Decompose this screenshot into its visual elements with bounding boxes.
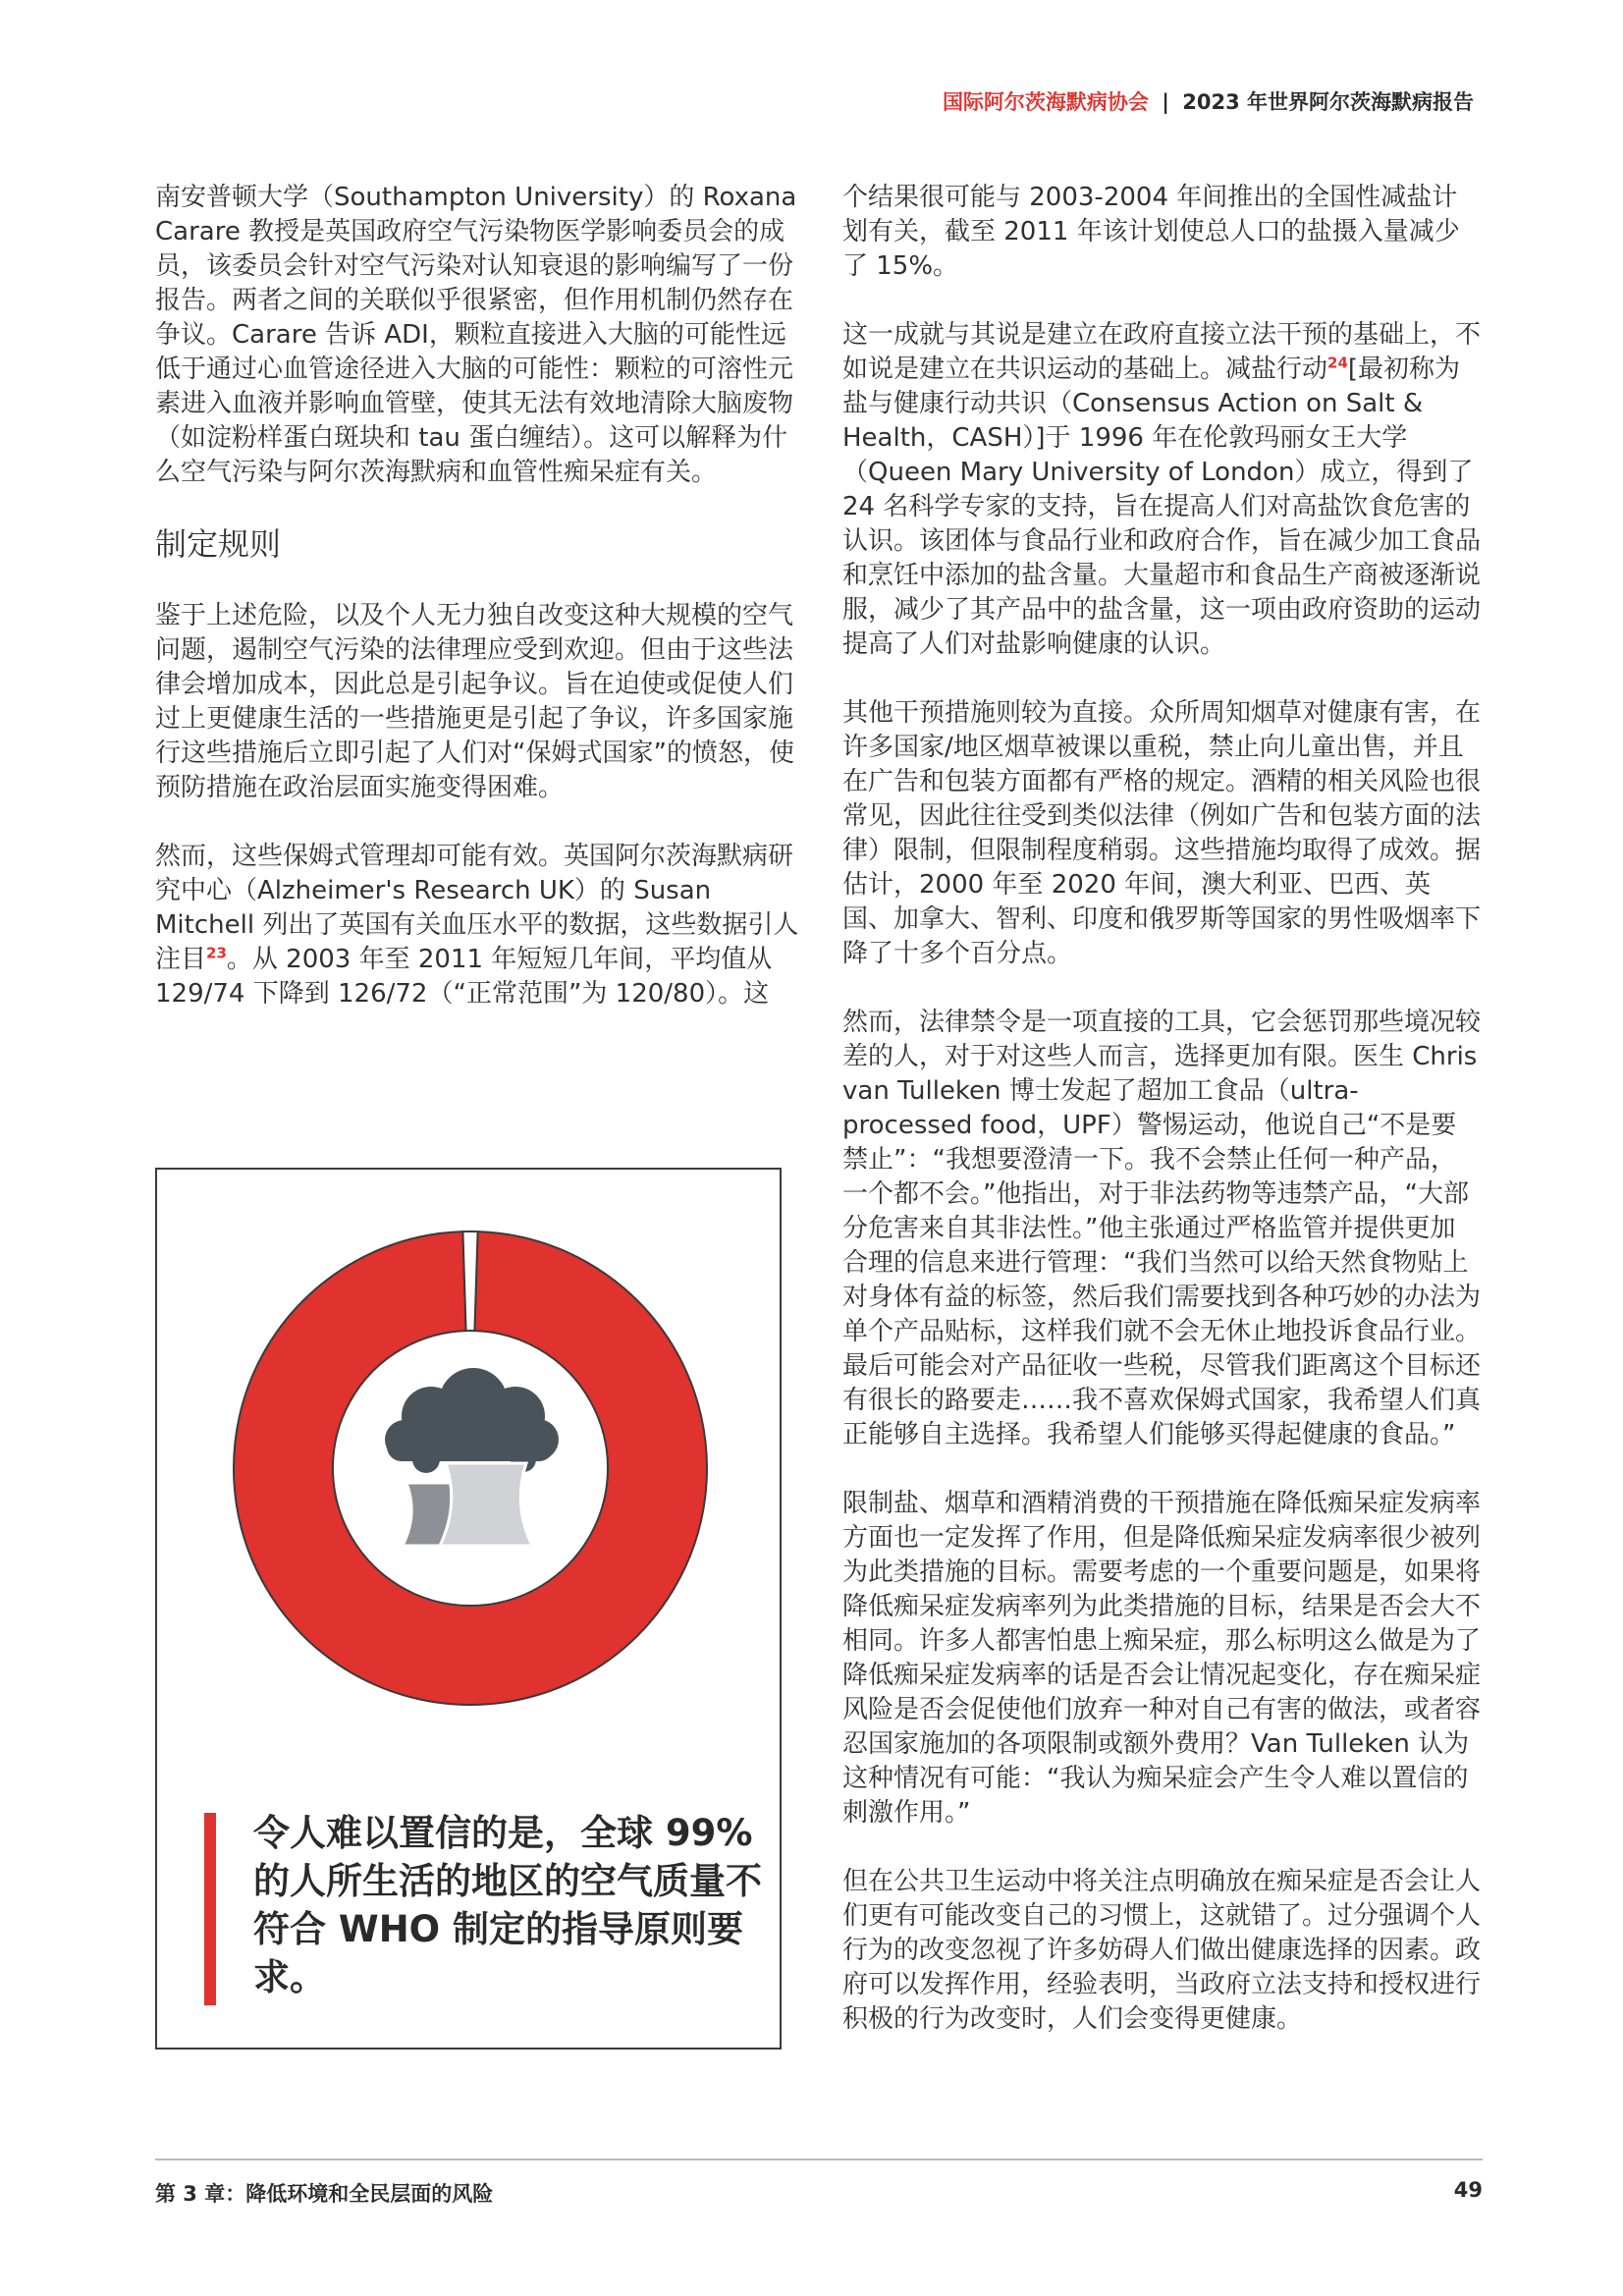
paragraph: 其他干预措施则较为直接。众所周知烟草对健康有害，在许多国家/地区烟草被课以重税，禁止向儿童出售，并且在广告和包装方面都有严格的规定。酒精的相关风险也很常见，因此往往受到类似法律（例如广告和包装方面的法律）限制，但限制程度稍弱。这些措施均取得了成效。据估计，2000 年至 2020 年间，澳大利亚、巴西、英国、加拿大、智利、印度和俄罗斯等国家的男性吸烟率下降了十多个百分点。 (842, 698, 1482, 968)
paragraph: 限制盐、烟草和酒精消费的干预措施在降低痴呆症发病率方面也一定发挥了作用，但是降低痴呆症发病率很少被列为此类措施的目标。需要考虑的一个重要问题是，如果将降低痴呆症发病率列为此类措施的目标，结果是否会大不相同。许多人都害怕患上痴呆症，那么标明这么做是为了降低痴呆症发病率的话是否会让情况起变化，存在痴呆症风险是否会促使他们放弃一种对自己有害的做法，或者容忍国家施加的各项限制或额外费用？Van Tulleken 认为这种情况有可能：“我认为痴呆症会产生令人难以置信的刺激作用。” (842, 1489, 1482, 1828)
paragraph: 然而，法律禁令是一项直接的工具，它会惩罚那些境况较差的人，对于对这些人而言，选择更加有限。医生 Chris van Tulleken 博士发起了超加工食品（ultra-processed food，UPF）警惕运动，他说自己“不是要禁止”：“我想要澄清一下。我不会禁止任何一种产品，一个都不会。”他指出，对于非法药物等违禁产品，“大部分危害来自其非法性。”他主张通过严格监管并提供更加合理的信息来进行管理：“我们当然可以给天然食物贴上对身体有益的标签，然后我们需要找到各种巧妙的办法为单个产品贴标，这样我们就不会无休止地投诉食品行业。最后可能会对产品征收一些税，尽管我们距离这个目标还有很长的路要走……我不喜欢保姆式国家，我希望人们真正能够自主选择。我希望人们能够买得起健康的食品。” (842, 1008, 1482, 1449)
factory-pollution-icon (385, 1368, 559, 1546)
paragraph-text: [最初称为盐与健康行动共识（Consensus Action on Salt & Health，CASH）]于 1996 年在伦敦玛丽女王大学（Queen Mary University of London）成立，得到了 24 名科学专家的支持，旨在提高人们对高盐饮食危害的认识。该团体与食品行业和政府合作，旨在减少加工食品和烹饪中添加的盐含量。大量超市和食品生产商被逐渐说服，减少了其产品中的盐含量，这一项由政府资助的运动提高了人们对盐影响健康的认识。 (842, 355, 1482, 659)
footer-chapter: 第 3 章：降低环境和全民层面的风险 (155, 2182, 494, 2206)
paragraph (155, 840, 799, 1011)
running-header (943, 86, 1474, 116)
paragraph: 但在公共卫生运动中将关注点明确放在痴呆症是否会让人们更有可能改变自己的习惯上，这就错了。过分强调个人行为的改变忽视了许多妨碍人们做出健康选择的因素。政府可以发挥作用，经验表明，当政府立法支持和授权进行积极的行为改变时，人们会变得更健康。 (842, 1867, 1482, 2034)
page-number: 49 (1453, 2178, 1483, 2202)
reference-23[interactable]: 23 (206, 944, 227, 962)
callout-box (155, 1168, 782, 2050)
paragraph-text: 。从 2003 年至 2011 年短短几年间，平均值从 129/74 下降到 126/72（“正常范围”为 120/80）。这 (155, 945, 773, 1009)
cooling-tower-light (440, 1463, 532, 1546)
header-organization: 国际阿尔茨海默病协会 (942, 90, 1149, 114)
quote-accent-bar (204, 1813, 216, 2005)
right-column (842, 181, 1481, 2037)
donut-chart (232, 1230, 709, 1707)
paragraph-text: 这一成就与其说是建立在政府直接立法干预的基础上，不如说是建立在共识运动的基础上。减盐行动 (842, 320, 1482, 384)
header-report-title: 2023 年世界阿尔茨海默病报告 (1182, 90, 1474, 114)
donut-slice-1 (462, 1231, 477, 1331)
paragraph (842, 318, 1481, 662)
paragraph: 鉴于上述危险，以及个人无力独自改变这种大规模的空气问题，遏制空气污染的法律理应受到欢迎。但由于这些法律会增加成本，因此总是引起争议。旨在迫使或促使人们过上更健康生活的一些措施更是引起了争议，许多国家施行这些措施后立即引起了人们对“保姆式国家”的愤怒，使预防措施在政治层面实施变得困难。 (155, 601, 794, 802)
paragraph: 个结果很可能与 2003-2004 年间推出的全国性减盐计划有关，截至 2011 年该计划使总人口的盐摄入量减少了 15%。 (842, 183, 1460, 281)
left-column (155, 181, 799, 1011)
paragraph: 南安普顿大学（Southampton University）的 Roxana Carare 教授是英国政府空气污染物医学影响委员会的成员，该委员会针对空气污染对认知衰退的影响编写了一份报告。两者之间的关联似乎很紧密，但作用机制仍然存在争议。Carare 告诉 ADI，颗粒直接进入大脑的可能性远低于通过心血管途径进入大脑的可能性：颗粒的可溶性元素进入血液并影响血管壁，使其无法有效地清除大脑废物（如淀粉样蛋白斑块和 tau 蛋白缠结）。这可以解释为什么空气污染与阿尔茨海默病和血管性痴呆症有关。 (155, 183, 797, 487)
smoke-cloud-icon (385, 1368, 559, 1473)
paragraph-text: 然而，这些保姆式管理却可能有效。英国阿尔茨海默病研究中心（Alzheimer's Research UK）的 Susan Mitchell 列出了英国有关血压水平的数据，这些数据引人注目 (155, 842, 799, 974)
header-separator: | (1162, 90, 1169, 114)
section-heading: 制定规则 (155, 525, 282, 563)
reference-24[interactable]: 24 (1327, 354, 1348, 372)
pull-quote: 令人难以置信的是，全球 99% 的人所生活的地区的空气质量不符合 WHO 制定的指导原则要求。 (253, 1812, 762, 1998)
footer-divider (155, 2159, 1483, 2160)
